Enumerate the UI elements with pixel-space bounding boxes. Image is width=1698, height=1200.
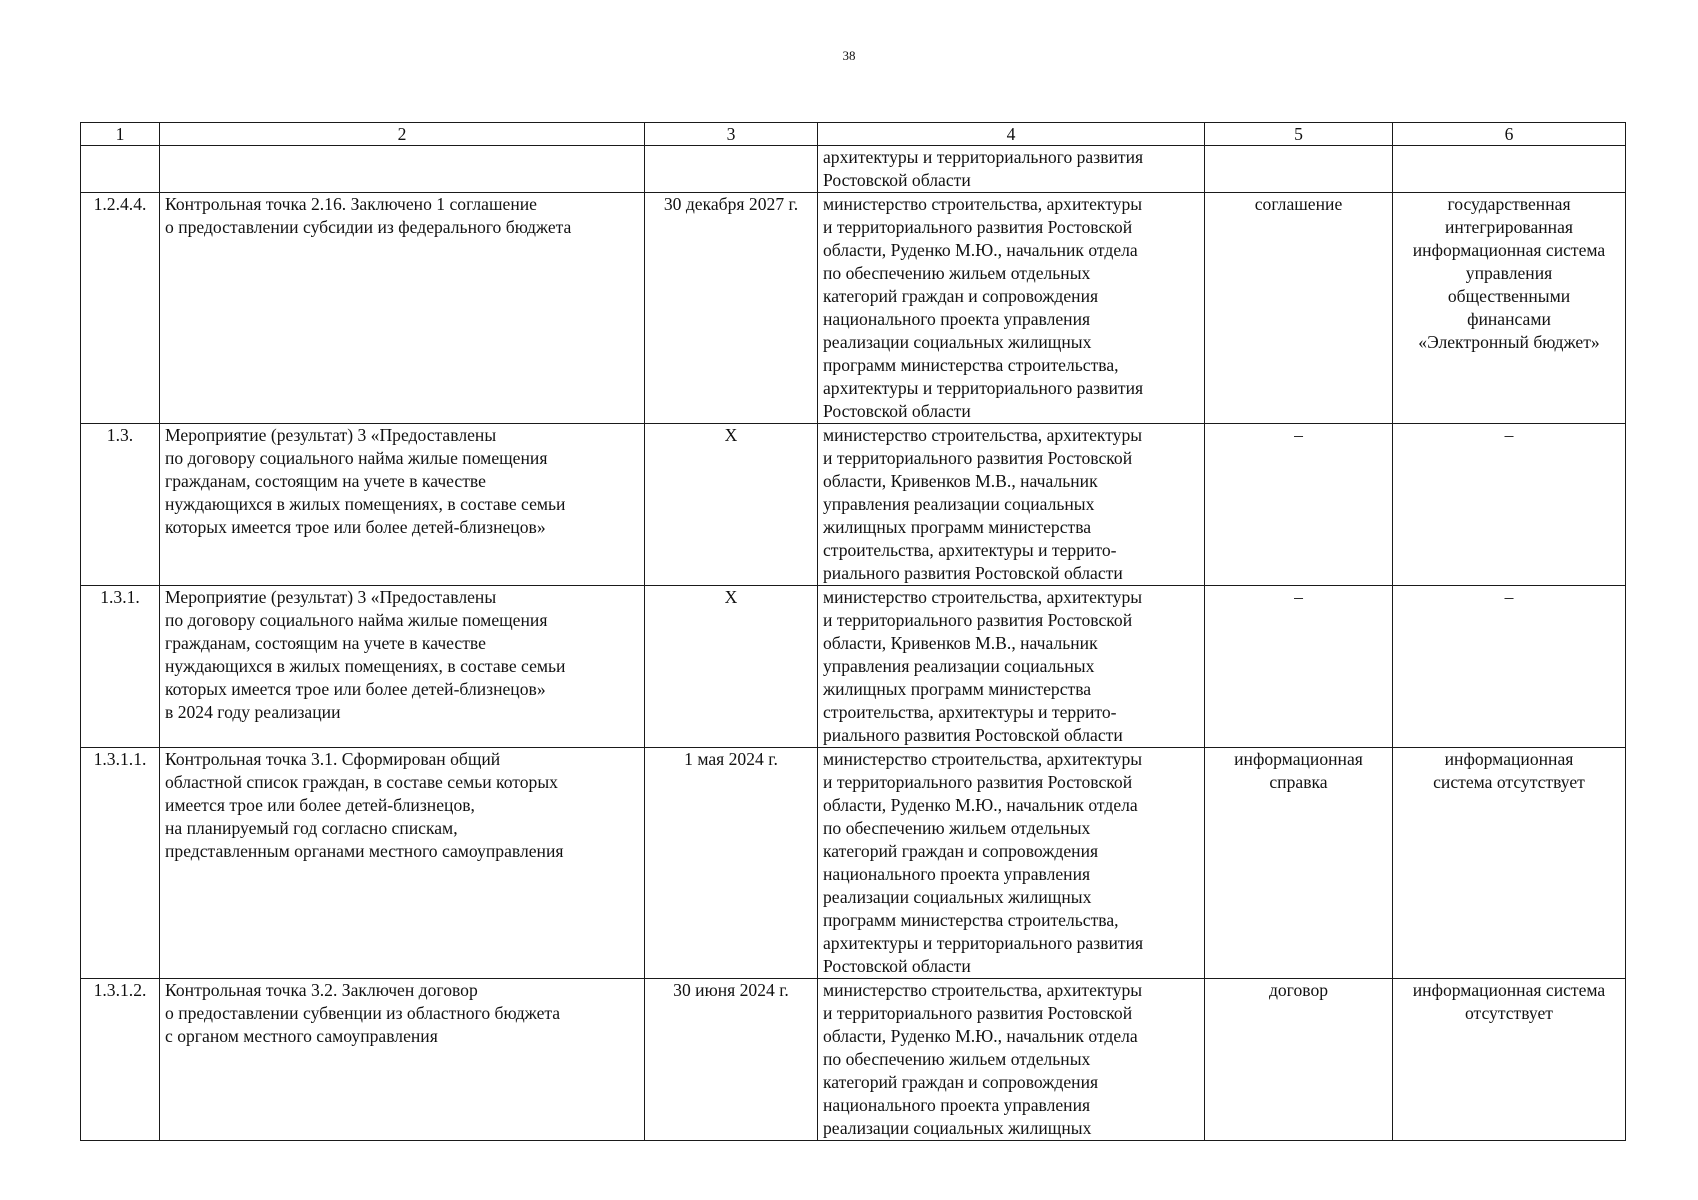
cell-text-line: и территориального развития Ростовской [823, 217, 1133, 237]
cell-text-line: государственная [1447, 194, 1571, 214]
document-type-cell [1205, 193, 1393, 424]
cell-text-line: жилищных программ министерства [823, 679, 1092, 699]
event-name-cell [160, 748, 645, 979]
cell-text-line: управления [1465, 263, 1553, 283]
cell-text-line: и территориального развития Ростовской [823, 448, 1133, 468]
cell-text-line: национального проекта управления [823, 1095, 1091, 1115]
cell-text-line: 1.3.1.2. [93, 980, 147, 1000]
cell-text-line: представленным органами местного самоуправления [165, 841, 564, 861]
info-system-cell [1393, 424, 1626, 586]
cell-text-line: области, Кривенков М.В., начальник [823, 633, 1098, 653]
cell-text-line: реализации социальных жилищных [823, 887, 1092, 907]
cell-text-line: риального развития Ростовской области [823, 725, 1123, 745]
row-number-cell [81, 979, 160, 1141]
cell-text-line: нуждающихся в жилых помещениях, в составе семьи [165, 656, 566, 676]
responsible-cell [818, 193, 1205, 424]
cell-text-line: Мероприятие (результат) 3 «Предоставлены [165, 587, 497, 607]
row-number-cell [81, 586, 160, 748]
cell-text-line: и территориального развития Ростовской [823, 772, 1133, 792]
cell-text-line: и территориального развития Ростовской [823, 1003, 1133, 1023]
responsible-cell [818, 146, 1205, 193]
column-number-cell: 5 [1205, 123, 1393, 146]
document-type-cell [1205, 424, 1393, 586]
row-number-cell [81, 424, 160, 586]
cell-text-line: министерство строительства, архитектуры [823, 749, 1143, 769]
cell-text-line: программ министерства строительства, [823, 355, 1119, 375]
cell-text-line: министерство строительства, архитектуры [823, 194, 1143, 214]
cell-text-line: – [1504, 587, 1514, 607]
cell-text-line: министерство строительства, архитектуры [823, 425, 1143, 445]
deadline-cell [645, 146, 818, 193]
responsible-cell [818, 424, 1205, 586]
row-number-cell [81, 146, 160, 193]
cell-text-line: министерство строительства, архитектуры [823, 587, 1143, 607]
cell-text-line: архитектуры и территориального развития [823, 933, 1144, 953]
cell-text-line: 1.3.1. [100, 587, 140, 607]
cell-text-line: по договору социального найма жилые помещения [165, 610, 548, 630]
cell-text-line: категорий граждан и сопровождения [823, 1072, 1099, 1092]
table-row [81, 146, 1626, 193]
cell-text-line: по обеспечению жильем отдельных [823, 1049, 1091, 1069]
cell-text-line: реализации социальных жилищных [823, 332, 1092, 352]
document-type-cell [1205, 586, 1393, 748]
cell-text-line: – [1294, 425, 1303, 445]
cell-text-line: «Электронный бюджет» [1418, 332, 1600, 352]
cell-text-line: по обеспечению жильем отдельных [823, 263, 1091, 283]
info-system-cell [1393, 586, 1626, 748]
cell-text-line: архитектуры и территориального развития [823, 378, 1144, 398]
cell-text-line: информационная система [1412, 240, 1606, 260]
cell-text-line: Ростовской области [823, 956, 971, 976]
cell-text-line: – [1294, 587, 1303, 607]
cell-text-line: в 2024 году реализации [165, 702, 341, 722]
cell-text-line: категорий граждан и сопровождения [823, 841, 1099, 861]
info-system-cell [1393, 748, 1626, 979]
cell-text-line: которых имеется трое или более детей-близнецов» [165, 679, 546, 699]
event-name-cell [160, 146, 645, 193]
cell-text-line: нуждающихся в жилых помещениях, в составе семьи [165, 494, 566, 514]
table-row [81, 748, 1626, 979]
cell-text-line: строительства, архитектуры и террито- [823, 702, 1117, 722]
cell-text-line: о предоставлении субвенции из областного бюджета [165, 1003, 561, 1023]
cell-text-line: министерство строительства, архитектуры [823, 980, 1143, 1000]
document-type-cell [1205, 146, 1393, 193]
cell-text-line: общественными [1447, 286, 1571, 306]
cell-text-line: на планируемый год согласно спискам, [165, 818, 458, 838]
cell-text-line: жилищных программ министерства [823, 517, 1092, 537]
table-row [81, 979, 1626, 1141]
deadline-cell [645, 748, 818, 979]
deadline-cell [645, 586, 818, 748]
cell-text-line: программ министерства строительства, [823, 910, 1119, 930]
cell-text-line: 1.3. [106, 425, 134, 445]
cell-text-line: о предоставлении субсидии из федерального бюджета [165, 217, 572, 237]
table-row [81, 586, 1626, 748]
event-name-cell [160, 193, 645, 424]
deadline-cell [645, 193, 818, 424]
cell-text-line: 1 мая 2024 г. [684, 749, 778, 769]
cell-text-line: области, Руденко М.Ю., начальник отдела [823, 1026, 1138, 1046]
cell-text-line: и территориального развития Ростовской [823, 610, 1133, 630]
cell-text-line: строительства, архитектуры и террито- [823, 540, 1117, 560]
cell-text-line: гражданам, состоящим на учете в качестве [165, 471, 486, 491]
deadline-cell [645, 424, 818, 586]
table-row [81, 424, 1626, 586]
cell-text-line: национального проекта управления [823, 864, 1091, 884]
info-system-cell [1393, 979, 1626, 1141]
cell-text-line: – [1504, 425, 1514, 445]
cell-text-line: национального проекта управления [823, 309, 1091, 329]
cell-text-line: областной список граждан, в составе семьи которых [165, 772, 558, 792]
cell-text-line: интегрированная [1445, 217, 1573, 237]
cell-text-line: Ростовской области [823, 401, 971, 421]
cell-text-line: Х [724, 425, 738, 445]
row-number-cell [81, 748, 160, 979]
cell-text-line: по обеспечению жильем отдельных [823, 818, 1091, 838]
cell-text-line: 30 июня 2024 г. [673, 980, 789, 1000]
cell-text-line: области, Кривенков М.В., начальник [823, 471, 1098, 491]
column-number-cell: 2 [160, 123, 645, 146]
column-number-cell: 1 [81, 123, 160, 146]
table-row [81, 193, 1626, 424]
cell-text-line: Мероприятие (результат) 3 «Предоставлены [165, 425, 497, 445]
responsible-cell [818, 586, 1205, 748]
cell-text-line: 30 декабря 2027 г. [663, 194, 799, 214]
cell-text-line: договор [1268, 980, 1329, 1000]
cell-text-line: области, Руденко М.Ю., начальник отдела [823, 240, 1138, 260]
page-number: 38 [842, 48, 856, 63]
info-system-cell [1393, 193, 1626, 424]
cell-text-line: система отсутствует [1433, 772, 1585, 792]
column-number-cell: 4 [818, 123, 1205, 146]
responsible-cell [818, 979, 1205, 1141]
cell-text-line: по договору социального найма жилые помещения [165, 448, 548, 468]
row-number-cell [81, 193, 160, 424]
cell-text-line: области, Руденко М.Ю., начальник отдела [823, 795, 1138, 815]
event-name-cell [160, 586, 645, 748]
deadline-cell [645, 979, 818, 1141]
cell-text-line: категорий граждан и сопровождения [823, 286, 1099, 306]
cell-text-line: Ростовской области [823, 170, 971, 190]
cell-text-line: соглашение [1254, 194, 1343, 214]
cell-text-line: 1.3.1.1. [93, 749, 147, 769]
column-number-cell: 3 [645, 123, 818, 146]
plan-table [80, 122, 1626, 1141]
event-name-cell [160, 979, 645, 1141]
cell-text-line: Контрольная точка 3.1. Сформирован общий [165, 749, 501, 769]
cell-text-line: риального развития Ростовской области [823, 563, 1123, 583]
column-number-row [81, 123, 1626, 146]
plan-table-body [81, 123, 1626, 1141]
info-system-cell [1393, 146, 1626, 193]
responsible-cell [818, 748, 1205, 979]
document-type-cell [1205, 748, 1393, 979]
cell-text-line: Контрольная точка 2.16. Заключено 1 соглашение [165, 194, 537, 214]
cell-text-line: информационная [1234, 749, 1363, 769]
event-name-cell [160, 424, 645, 586]
cell-text-line: имеется трое или более детей-близнецов, [165, 795, 475, 815]
cell-text-line: информационная [1444, 749, 1574, 769]
cell-text-line: 1.2.4.4. [93, 194, 147, 214]
cell-text-line: информационная система [1412, 980, 1606, 1000]
cell-text-line: отсутствует [1464, 1003, 1553, 1023]
cell-text-line: Х [724, 587, 738, 607]
column-number-cell: 6 [1393, 123, 1626, 146]
cell-text-line: управления реализации социальных [823, 494, 1095, 514]
cell-text-line: справка [1269, 772, 1328, 792]
cell-text-line: реализации социальных жилищных [823, 1118, 1092, 1138]
cell-text-line: финансами [1467, 309, 1551, 329]
cell-text-line: с органом местного самоуправления [165, 1026, 438, 1046]
cell-text-line: Контрольная точка 3.2. Заключен договор [165, 980, 478, 1000]
document-type-cell [1205, 979, 1393, 1141]
cell-text-line: гражданам, состоящим на учете в качестве [165, 633, 486, 653]
cell-text-line: архитектуры и территориального развития [823, 147, 1144, 167]
cell-text-line: которых имеется трое или более детей-близнецов» [165, 517, 546, 537]
cell-text-line: управления реализации социальных [823, 656, 1095, 676]
